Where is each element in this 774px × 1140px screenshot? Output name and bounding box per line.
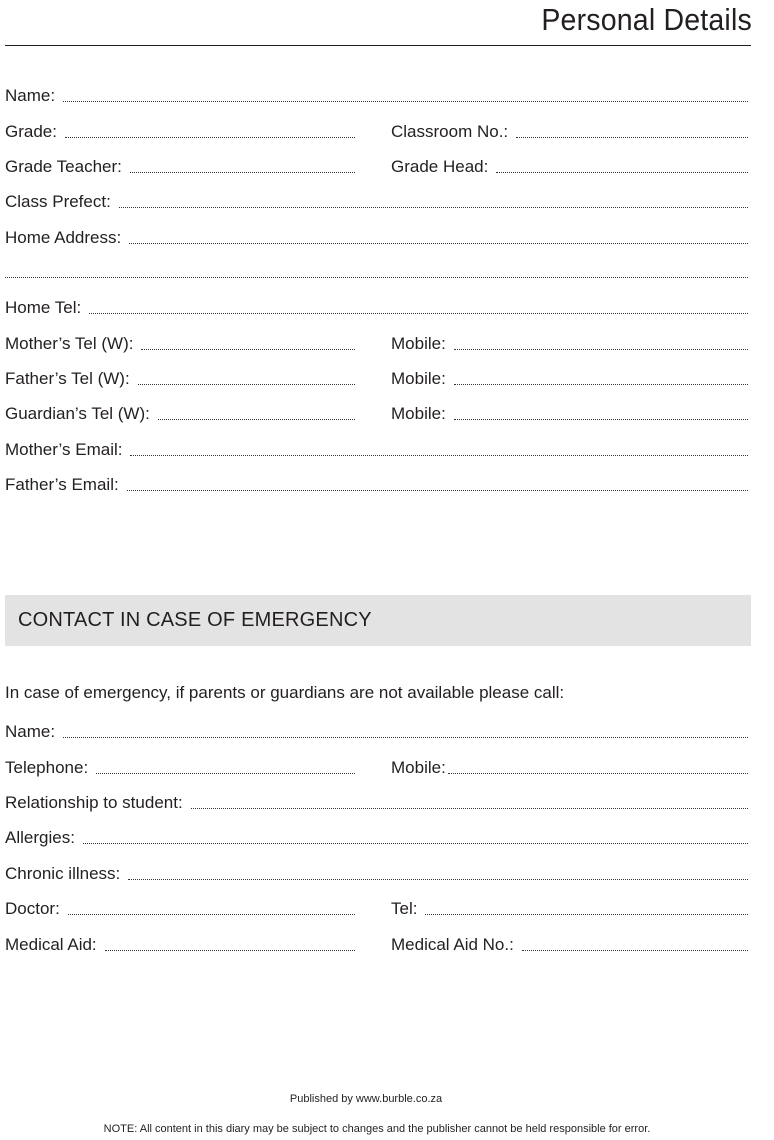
- emergency-heading: CONTACT IN CASE OF EMERGENCY: [18, 609, 372, 631]
- fathers-email-label: Father’s Email:: [5, 475, 119, 494]
- home-address-label: Home Address:: [5, 228, 122, 247]
- emergency-section-header: [5, 595, 751, 646]
- fathers-email-field[interactable]: [5, 469, 748, 495]
- relationship-line[interactable]: [191, 808, 748, 809]
- emergency-telephone-label: Telephone:: [5, 758, 89, 777]
- emergency-intro-text: In case of emergency, if parents or guardians are not available please call:: [5, 683, 565, 702]
- title-divider: [5, 45, 751, 46]
- mothers-mobile-label: Mobile:: [391, 334, 446, 353]
- mothers-email-field[interactable]: [5, 434, 748, 460]
- page-title: Personal Details: [541, 2, 752, 37]
- mothers-mobile-field[interactable]: [391, 328, 748, 354]
- guardians-tel-label: Guardian’s Tel (W):: [5, 404, 150, 423]
- medical-aid-label: Medical Aid:: [5, 935, 97, 954]
- class-prefect-field[interactable]: [5, 186, 748, 212]
- medical-aid-field[interactable]: [5, 929, 355, 955]
- emergency-mobile-field[interactable]: [391, 752, 748, 778]
- grade-field[interactable]: [5, 116, 355, 142]
- home-address-line[interactable]: [129, 243, 748, 244]
- grade-line[interactable]: [65, 137, 355, 138]
- guardians-mobile-field[interactable]: [391, 398, 748, 424]
- fathers-mobile-label: Mobile:: [391, 369, 446, 388]
- relationship-label: Relationship to student:: [5, 793, 183, 812]
- fathers-tel-field[interactable]: [5, 363, 355, 389]
- mothers-tel-line[interactable]: [141, 349, 355, 350]
- emergency-telephone-line[interactable]: [96, 773, 355, 774]
- doctor-tel-label: Tel:: [391, 899, 418, 918]
- chronic-illness-field[interactable]: [5, 858, 748, 884]
- grade-teacher-field[interactable]: [5, 151, 355, 177]
- medical-aid-no-label: Medical Aid No.:: [391, 935, 514, 954]
- grade-head-field[interactable]: [391, 151, 748, 177]
- home-tel-label: Home Tel:: [5, 298, 82, 317]
- emergency-mobile-line[interactable]: [448, 773, 748, 774]
- name-label: Name:: [5, 86, 56, 105]
- mothers-mobile-line[interactable]: [454, 349, 748, 350]
- allergies-line[interactable]: [83, 843, 748, 844]
- chronic-illness-label: Chronic illness:: [5, 864, 121, 883]
- mothers-email-label: Mother’s Email:: [5, 440, 123, 459]
- medical-aid-line[interactable]: [105, 950, 355, 951]
- emergency-name-label: Name:: [5, 722, 56, 741]
- chronic-illness-line[interactable]: [128, 879, 748, 880]
- guardians-tel-line[interactable]: [158, 419, 355, 420]
- classroom-no-label: Classroom No.:: [391, 122, 509, 141]
- doctor-field[interactable]: [5, 893, 355, 919]
- fathers-tel-label: Father’s Tel (W):: [5, 369, 130, 388]
- publisher-credit: Published by www.burble.co.za: [289, 1093, 443, 1105]
- emergency-name-field[interactable]: [5, 716, 748, 742]
- guardians-tel-field[interactable]: [5, 398, 355, 424]
- mothers-tel-label: Mother’s Tel (W):: [5, 334, 134, 353]
- relationship-field[interactable]: [5, 787, 748, 813]
- guardians-mobile-label: Mobile:: [391, 404, 446, 423]
- medical-aid-no-field[interactable]: [391, 929, 748, 955]
- fathers-tel-line[interactable]: [138, 384, 355, 385]
- mothers-tel-field[interactable]: [5, 328, 355, 354]
- guardians-mobile-line[interactable]: [454, 419, 748, 420]
- disclaimer-note: NOTE: All content in this diary may be subject to changes and the publisher cannot be held responsible for error.: [103, 1123, 651, 1135]
- allergies-label: Allergies:: [5, 828, 75, 847]
- classroom-no-field[interactable]: [391, 116, 748, 142]
- fathers-email-line[interactable]: [127, 490, 748, 491]
- fathers-mobile-line[interactable]: [454, 384, 748, 385]
- doctor-tel-field[interactable]: [391, 893, 748, 919]
- grade-teacher-line[interactable]: [130, 172, 355, 173]
- name-line[interactable]: [63, 101, 748, 102]
- name-field[interactable]: [5, 80, 748, 106]
- mothers-email-line[interactable]: [130, 455, 748, 456]
- home-tel-field[interactable]: [5, 292, 748, 318]
- grade-teacher-label: Grade Teacher:: [5, 157, 122, 176]
- home-address-line-2[interactable]: [5, 277, 748, 278]
- emergency-telephone-field[interactable]: [5, 752, 355, 778]
- class-prefect-label: Class Prefect:: [5, 192, 111, 211]
- emergency-mobile-label: Mobile:: [391, 758, 446, 777]
- emergency-name-line[interactable]: [63, 737, 748, 738]
- grade-head-label: Grade Head:: [391, 157, 489, 176]
- home-address-field[interactable]: [5, 222, 748, 248]
- home-tel-line[interactable]: [89, 313, 748, 314]
- classroom-no-line[interactable]: [516, 137, 748, 138]
- class-prefect-line[interactable]: [119, 207, 748, 208]
- grade-label: Grade:: [5, 122, 57, 141]
- grade-head-line[interactable]: [496, 172, 748, 173]
- fathers-mobile-field[interactable]: [391, 363, 748, 389]
- doctor-tel-line[interactable]: [425, 914, 748, 915]
- doctor-label: Doctor:: [5, 899, 60, 918]
- medical-aid-no-line[interactable]: [522, 950, 748, 951]
- doctor-line[interactable]: [68, 914, 355, 915]
- allergies-field[interactable]: [5, 822, 748, 848]
